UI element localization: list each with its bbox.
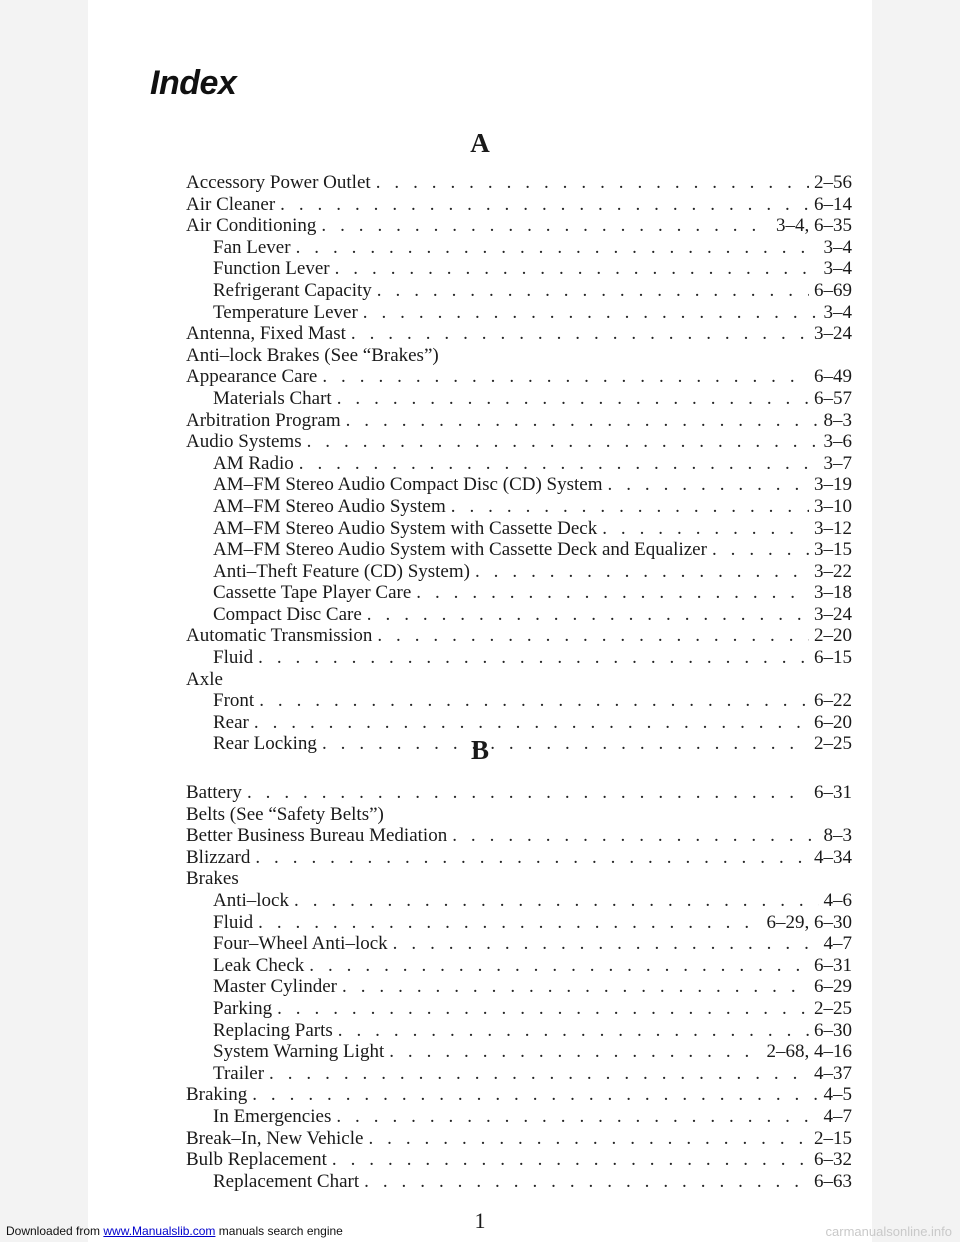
index-entry: [186, 496, 852, 518]
index-entry: [186, 302, 852, 324]
index-entry: [186, 1149, 852, 1171]
index-entry: [186, 804, 852, 826]
dot-leader: [309, 955, 809, 977]
index-entry: [186, 1020, 852, 1042]
entry-page-ref: 6–57: [814, 387, 852, 409]
index-entry: [186, 431, 852, 453]
entry-page-ref: 4–7: [823, 1105, 852, 1127]
entry-page-ref: 2–56: [814, 172, 852, 193]
dot-leader: [452, 825, 818, 847]
index-entry: [186, 237, 852, 259]
dot-leader: [258, 647, 809, 669]
dot-leader: [296, 237, 819, 259]
index-entry: [186, 474, 852, 496]
index-entry: [186, 1041, 852, 1063]
entry-page-ref: 3–18: [814, 582, 852, 604]
dot-leader: [368, 1128, 809, 1150]
entry-label: Four–Wheel Anti–lock: [213, 933, 388, 955]
entry-page-ref: 3–6: [823, 431, 852, 453]
index-entry: [186, 172, 852, 194]
dot-leader: [277, 998, 809, 1020]
entry-page-ref: 3–24: [814, 603, 852, 625]
entry-page-ref: 3–4, 6–35: [776, 215, 852, 237]
index-entry: [186, 582, 852, 604]
entry-label: Trailer: [213, 1062, 265, 1084]
index-entry: [186, 782, 852, 804]
entry-label: Accessory Power Outlet: [186, 172, 371, 193]
entry-page-ref: 4–7: [823, 933, 852, 955]
entry-label: Fluid: [213, 647, 254, 669]
dot-leader: [367, 604, 809, 626]
index-entry: [186, 539, 852, 561]
entry-page-ref: 6–49: [814, 366, 852, 388]
entry-label: Better Business Bureau Mediation: [186, 825, 448, 847]
entry-page-ref: 4–5: [823, 1084, 852, 1106]
index-entry: [186, 194, 852, 216]
dot-leader: [337, 388, 809, 410]
entry-label: Anti–Theft Feature (CD) System): [213, 560, 470, 582]
entry-label: Rear: [213, 711, 249, 733]
entry-page-ref: 6–14: [814, 193, 852, 215]
dot-leader: [342, 976, 809, 998]
entry-page-ref: 6–20: [814, 711, 852, 733]
entry-label: Break–In, New Vehicle: [186, 1127, 364, 1149]
entry-label: Blizzard: [186, 846, 251, 868]
index-entry: [186, 912, 852, 934]
page-number: 1: [474, 1208, 486, 1233]
footer-suffix: manuals search engine: [215, 1224, 343, 1238]
entry-label: Bulb Replacement: [186, 1149, 327, 1171]
index-entry: [186, 604, 852, 626]
entry-page-ref: 3–4: [823, 301, 852, 323]
entry-page-ref: 2–25: [814, 733, 852, 755]
dot-leader: [258, 912, 761, 934]
entry-page-ref: 2–25: [814, 997, 852, 1019]
dot-leader: [602, 518, 809, 540]
entry-page-ref: 6–63: [814, 1170, 852, 1192]
index-entry: [186, 625, 852, 647]
entry-label: Antenna, Fixed Mast: [186, 323, 346, 345]
entry-page-ref: 6–69: [814, 279, 852, 301]
entry-label: Appearance Care: [186, 366, 318, 388]
index-entry: [186, 825, 852, 847]
entry-label: Temperature Lever: [213, 301, 358, 323]
dot-leader: [393, 933, 819, 955]
entry-label: AM Radio: [213, 452, 294, 474]
entry-label: Axle: [186, 668, 223, 690]
index-entry: [186, 366, 852, 388]
dot-leader: [255, 847, 809, 869]
index-section-b: [186, 782, 852, 1192]
page-title: Index: [150, 64, 237, 102]
entry-label: Anti–lock Brakes (See “Brakes”): [186, 344, 439, 366]
entry-label: Front: [213, 690, 255, 712]
dot-leader: [332, 1149, 809, 1171]
entry-page-ref: 6–30: [814, 1019, 852, 1041]
dot-leader: [376, 172, 809, 194]
dot-leader: [475, 561, 809, 583]
entry-label: AM–FM Stereo Audio Compact Disc (CD) System: [213, 474, 603, 496]
dot-leader: [299, 453, 819, 475]
entry-page-ref: 6–22: [814, 690, 852, 712]
index-entry: [186, 1171, 852, 1193]
entry-page-ref: 3–7: [823, 452, 852, 474]
dot-leader: [608, 474, 810, 496]
dot-leader: [322, 366, 809, 388]
index-entry: [186, 410, 852, 432]
index-entry: [186, 976, 852, 998]
index-entry: [186, 890, 852, 912]
entry-page-ref: 3–24: [814, 323, 852, 345]
dot-leader: [259, 690, 809, 712]
entry-label: Master Cylinder: [213, 976, 338, 998]
section-letter-b: B: [470, 735, 489, 765]
entry-label: Replacement Chart: [213, 1170, 360, 1192]
dot-leader: [269, 1063, 809, 1085]
index-entry: [186, 647, 852, 669]
dot-leader: [254, 712, 809, 734]
entry-page-ref: 6–31: [814, 782, 852, 803]
entry-page-ref: 6–31: [814, 954, 852, 976]
dot-leader: [389, 1041, 761, 1063]
section-letter-a: A: [470, 128, 490, 158]
dot-leader: [321, 215, 771, 237]
dot-leader: [247, 782, 809, 804]
entry-page-ref: 2–20: [814, 625, 852, 647]
entry-label: Fluid: [213, 911, 254, 933]
entry-label: System Warning Light: [213, 1041, 385, 1063]
index-entry: [186, 561, 852, 583]
entry-page-ref: 4–34: [814, 846, 852, 868]
entry-label: Refrigerant Capacity: [213, 279, 372, 301]
index-entry: [186, 518, 852, 540]
index-entry: [186, 1063, 852, 1085]
index-section-a: [186, 172, 852, 755]
index-entry: [186, 258, 852, 280]
dot-leader: [307, 431, 819, 453]
entry-label: Cassette Tape Player Care: [213, 582, 412, 604]
index-entry: [186, 847, 852, 869]
index-entry: [186, 955, 852, 977]
entry-label: Compact Disc Care: [213, 603, 362, 625]
dot-leader: [280, 194, 809, 216]
entry-label: Function Lever: [213, 258, 330, 280]
dot-leader: [346, 410, 819, 432]
entry-label: In Emergencies: [213, 1105, 332, 1127]
entry-label: Air Cleaner: [186, 193, 276, 215]
entry-page-ref: 4–37: [814, 1062, 852, 1084]
entry-label: AM–FM Stereo Audio System: [213, 495, 446, 517]
entry-page-ref: 8–3: [823, 825, 852, 847]
dot-leader: [252, 1084, 818, 1106]
entry-label: Leak Check: [213, 954, 305, 976]
entry-label: Air Conditioning: [186, 215, 317, 237]
entry-page-ref: 3–12: [814, 517, 852, 539]
entry-page-ref: 4–6: [823, 889, 852, 911]
entry-label: Fan Lever: [213, 236, 291, 258]
entry-label: Rear Locking: [213, 733, 317, 755]
entry-label: Parking: [213, 997, 273, 1019]
entry-page-ref: 3–19: [814, 474, 852, 496]
entry-label: Brakes: [186, 868, 239, 890]
index-entry: [186, 1128, 852, 1150]
entry-label: Replacing Parts: [213, 1019, 333, 1041]
dot-leader: [712, 539, 809, 561]
dot-leader: [351, 323, 809, 345]
index-entry: [186, 345, 852, 367]
entry-label: Battery: [186, 782, 242, 803]
dot-leader: [363, 302, 819, 324]
entry-page-ref: 2–68, 4–16: [766, 1041, 852, 1063]
entry-page-ref: 6–29: [814, 976, 852, 998]
index-entry: [186, 280, 852, 302]
index-entry: [186, 868, 852, 890]
entry-page-ref: 3–10: [814, 495, 852, 517]
entry-label: Anti–lock: [213, 889, 289, 911]
entry-label: AM–FM Stereo Audio System with Cassette Deck and Equalizer: [213, 539, 707, 561]
dot-leader: [416, 582, 809, 604]
watermark: carmanualsonline.info: [825, 1224, 952, 1239]
index-entry: [186, 215, 852, 237]
entry-page-ref: 6–29, 6–30: [766, 911, 852, 933]
entry-page-ref: 6–32: [814, 1149, 852, 1171]
index-entry: [186, 453, 852, 475]
dot-leader: [364, 1171, 809, 1193]
entry-label: Audio Systems: [186, 431, 302, 453]
entry-label: Arbitration Program: [186, 409, 341, 431]
entry-page-ref: 3–4: [823, 236, 852, 258]
footer-credit: [6, 1224, 343, 1238]
index-entry: [186, 669, 852, 691]
entry-label: Materials Chart: [213, 387, 332, 409]
entry-label: AM–FM Stereo Audio System with Cassette Deck: [213, 517, 598, 539]
index-entry: [186, 933, 852, 955]
entry-page-ref: 6–15: [814, 647, 852, 669]
entry-page-ref: 3–22: [814, 560, 852, 582]
index-entry: [186, 712, 852, 734]
footer-prefix: Downloaded from: [6, 1224, 104, 1238]
dot-leader: [336, 1106, 818, 1128]
dot-leader: [451, 496, 809, 518]
dot-leader: [294, 890, 819, 912]
dot-leader: [335, 258, 819, 280]
entry-label: Belts (See “Safety Belts”): [186, 803, 384, 825]
entry-page-ref: 3–4: [823, 258, 852, 280]
index-entry: [186, 998, 852, 1020]
dot-leader: [377, 280, 809, 302]
index-entry: [186, 690, 852, 712]
entry-page-ref: 2–15: [814, 1127, 852, 1149]
index-entry: [186, 388, 852, 410]
entry-label: Automatic Transmission: [186, 625, 373, 647]
entry-label: Braking: [186, 1084, 248, 1106]
index-entry: [186, 1084, 852, 1106]
dot-leader: [377, 625, 809, 647]
manualslib-link[interactable]: www.Manualslib.com: [103, 1224, 216, 1238]
entry-page-ref: 3–15: [814, 539, 852, 561]
index-entry: [186, 1106, 852, 1128]
entry-page-ref: 8–3: [823, 409, 852, 431]
dot-leader: [338, 1020, 809, 1042]
index-entry: [186, 323, 852, 345]
